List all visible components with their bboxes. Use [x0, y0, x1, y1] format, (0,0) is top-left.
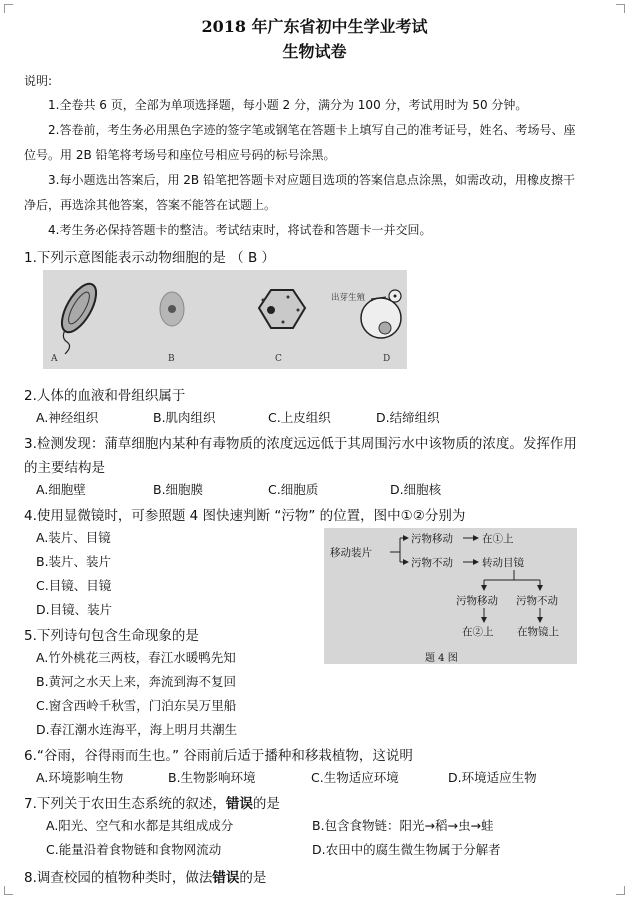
question-5-option-c: C.窗含西岭千秋雪，门泊东吴万里船	[36, 698, 237, 713]
question-1-figure	[43, 270, 407, 369]
question-7-stem-emphasis: 错误	[225, 796, 253, 812]
instruction-1: 1.全卷共 6 页，全部为单项选择题，每小题 2 分，满分为 100 分，考试用时为 50 分钟。	[48, 98, 528, 112]
question-6-option-b: B.生物影响环境	[168, 770, 256, 785]
flow-dirt-still-2: 污物不动	[516, 595, 558, 607]
question-4-stem: 4.使用显微镜时，可参照题 4 图快速判断 “污物” 的位置，图中①②分别为	[24, 508, 466, 524]
instruction-4: 4.考生务必保持答题卡的整洁。考试结束时，将试卷和答题卡一并交回。	[48, 223, 432, 237]
exam-title: 2018 年广东省初中生学业考试	[201, 17, 428, 36]
corner-mark-bottom-left	[4, 886, 13, 895]
question-3-option-a: A.细胞壁	[36, 482, 86, 497]
question-2-option-b: B.肌肉组织	[153, 410, 216, 425]
cell-diagrams	[43, 270, 407, 369]
question-7-stem-suffix: 的是	[252, 796, 280, 812]
question-5-stem: 5.下列诗句包含生命现象的是	[24, 628, 199, 644]
question-7-stem-prefix: 7.下列关于农田生态系统的叙述，	[24, 796, 226, 812]
question-7-option-d: D.农田中的腐生微生物属于分解者	[312, 842, 501, 857]
instruction-3b: 净后，再选涂其他答案，答案不能答在试题上。	[24, 198, 277, 212]
flow-move-slide: 移动装片	[330, 547, 372, 559]
corner-mark-top-right	[616, 4, 625, 13]
figure-label-d: D	[383, 354, 391, 364]
question-8-stem-prefix: 8.调查校园的植物种类时，做法	[24, 870, 213, 886]
flow-dirt-moves-2: 污物移动	[456, 595, 498, 607]
question-7-option-c: C.能量沿着食物链和食物网流动	[46, 842, 222, 857]
question-6-option-d: D.环境适应生物	[448, 770, 537, 785]
question-5-option-d: D.春江潮水连海平，海上明月共潮生	[36, 722, 238, 737]
flow-in-2: 在②上	[462, 626, 494, 638]
bacterium-cell-icon	[55, 279, 103, 354]
question-6-stem: 6.“谷雨，谷得雨而生也。” 谷雨前后适于播种和移栽植物，这说明	[24, 748, 413, 764]
question-4-figure	[324, 528, 577, 664]
question-8-stem-suffix: 的是	[239, 870, 267, 886]
instruction-3a: 3.每小题选出答案后，用 2B 铅笔把答题卡对应题目选项的答案信息点涂黑，如需改动，用橡皮擦干	[48, 173, 575, 187]
flow-dirt-moves: 污物移动	[411, 533, 453, 545]
flow-in-1: 在①上	[482, 533, 514, 545]
question-7-option-b: B.包含食物链：阳光→稻→虫→蛙	[312, 818, 494, 833]
question-4-option-b: B.装片、装片	[36, 554, 112, 569]
question-3-option-d: D.细胞核	[390, 482, 442, 497]
question-4-option-d: D.目镜、装片	[36, 602, 113, 617]
budding-annotation: 出芽生殖	[331, 293, 366, 303]
question-6-option-a: A.环境影响生物	[36, 770, 124, 785]
question-3-stem-line1: 3.检测发现：蒲草细胞内某种有毒物质的浓度远远低于其周围污水中该物质的浓度。发挥作用	[24, 436, 577, 452]
yeast-cell-icon	[361, 290, 401, 338]
question-6-option-c: C.生物适应环境	[311, 770, 399, 785]
figure-label-a: A	[51, 354, 58, 364]
question-2-option-c: C.上皮组织	[268, 410, 331, 425]
flow-turn-eyepiece: 转动目镜	[482, 557, 524, 569]
question-7-stem	[24, 792, 280, 812]
figure-label-c: C	[275, 354, 282, 364]
question-2-option-a: A.神经组织	[36, 410, 99, 425]
flow-on-objective: 在物镜上	[517, 626, 559, 638]
question-5-option-a: A.竹外桃花三两枝，春江水暖鸭先知	[36, 650, 236, 665]
question-8-stem	[24, 866, 266, 886]
question-2-stem: 2.人体的血液和骨组织属于	[24, 388, 186, 404]
exam-subtitle: 生物试卷	[282, 42, 347, 61]
question-8-stem-emphasis: 错误	[212, 870, 240, 886]
animal-cell-icon	[160, 292, 184, 326]
plant-cell-icon	[259, 290, 305, 328]
instructions-heading: 说明:	[24, 74, 53, 88]
question-5-option-b: B.黄河之水天上来，奔流到海不复回	[36, 674, 237, 689]
question-7-option-a: A.阳光、空气和水都是其组成成分	[46, 818, 234, 833]
flow-dirt-still: 污物不动	[411, 557, 453, 569]
instruction-2a: 2.答卷前，考生务必用黑色字迹的签字笔或钢笔在答题卡上填写自己的准考证号，姓名、考场号、座	[48, 123, 576, 137]
question-3-option-b: B.细胞膜	[153, 482, 204, 497]
instruction-2b: 位号。用 2B 铅笔将考场号和座位号相应号码的标号涂黑。	[24, 148, 336, 162]
question-2-option-d: D.结缔组织	[376, 410, 440, 425]
question-4-option-a: A.装片、目镜	[36, 530, 111, 545]
question-3-option-c: C.细胞质	[268, 482, 319, 497]
corner-mark-bottom-right	[616, 886, 625, 895]
corner-mark-top-left	[4, 4, 13, 13]
figure-label-b: B	[168, 354, 175, 364]
question-4-option-c: C.目镜、目镜	[36, 578, 112, 593]
question-3-stem-line2: 的主要结构是	[24, 460, 105, 476]
figure-4-caption: 题 4 图	[425, 653, 458, 664]
question-1-stem: 1.下列示意图能表示动物细胞的是 （ B ）	[24, 250, 276, 266]
